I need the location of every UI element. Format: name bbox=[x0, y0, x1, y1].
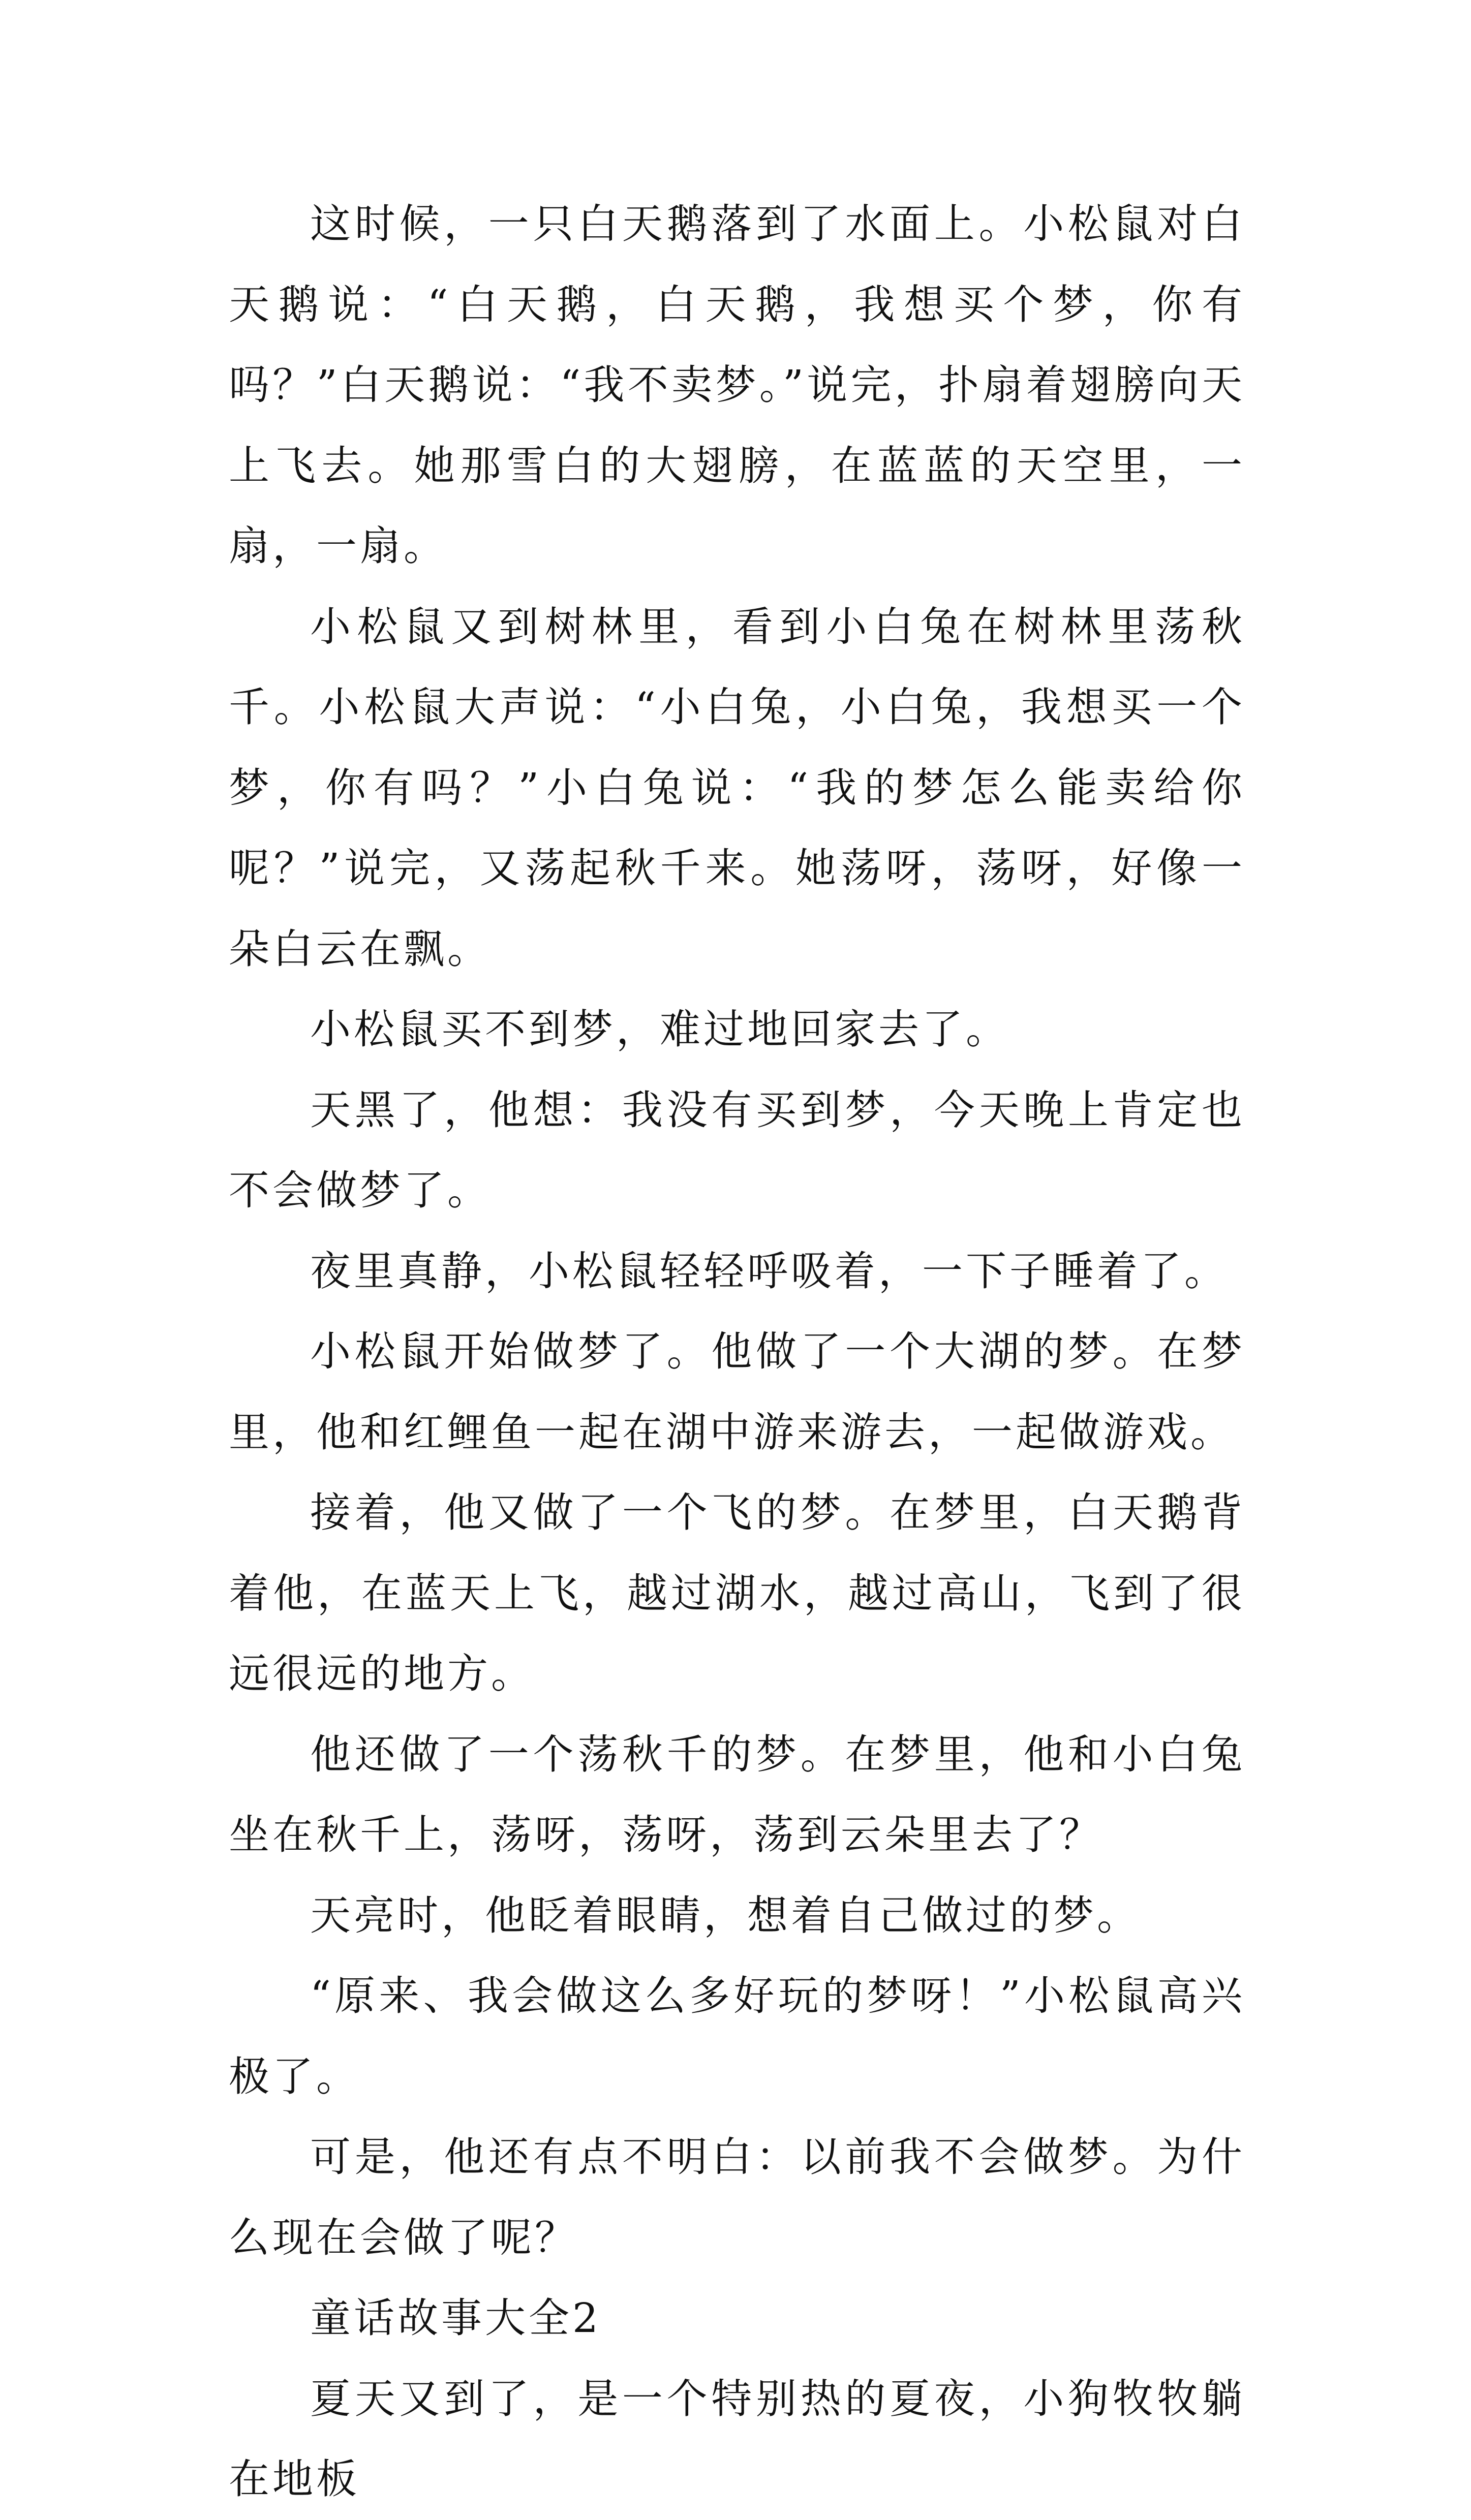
paragraph-question: 可是，他还有点不明白：以前我不会做梦。为什么现在会做了呢？ bbox=[229, 2133, 1245, 2261]
paragraph-dawn: 天亮时，他眨着眼睛，想着自己做过的梦。 bbox=[310, 1891, 1141, 1939]
paragraph-sleep: 夜里真静，小松鼠轻轻呼吸着，一下子睡着了。 bbox=[310, 1247, 1228, 1295]
paragraph-lake-dream: 小松鼠开始做梦了。他做了一个大湖的梦。在梦里，他和红鲤鱼一起在湖中游来游去，一起做游戏。 bbox=[229, 1328, 1245, 1456]
paragraph-fly-dream: 接着，他又做了一个飞的梦。在梦里，白天鹅背着他，在蓝天上飞，越过湖水，越过高山，飞到了很远很远的地方。 bbox=[229, 1489, 1245, 1697]
paragraph-go-home: 小松鼠买不到梦，难过地回家去了。 bbox=[310, 1006, 1009, 1053]
story-text bbox=[229, 184, 1245, 2520]
paragraph-happy: “原来、我会做这么多好玩的梦呀！”小松鼠高兴极了。 bbox=[229, 1972, 1245, 2100]
paragraph-night: 天黑了，他想：我没有买到梦，今天晚上肯定也不会做梦了。 bbox=[229, 1086, 1245, 1214]
section-heading: 童话故事大全2 bbox=[310, 2294, 601, 2342]
paragraph-summer: 夏天又到了，是一个特别热的夏夜，小狗牧牧躺在地板 bbox=[229, 2375, 1245, 2503]
paragraph-rabbit: 小松鼠又到树林里，看到小白兔在树林里荡秋千。小松鼠大声说：“小白兔，小白兔，我想买一个梦，你有吗？”小白兔说：“我的梦怎么能卖给你呢？”说完，又荡起秋千来。她荡呀，荡呀，好像一朵白云在飘。 bbox=[229, 603, 1245, 973]
paragraph-swan: 这时候，一只白天鹅落到了水面上。小松鼠对白天鹅说：“白天鹅，白天鹅，我想买个梦，你有吗？”白天鹅说：“我不卖梦。”说完，扑扇着翅膀向天上飞去。她那雪白的大翅膀，在蓝蓝的天空里，一扇，一扇。 bbox=[229, 200, 1245, 570]
paragraph-swing-dream: 他还做了一个荡秋千的梦。在梦里，他和小白兔坐在秋千上，荡呀，荡呀，荡到云朵里去了？ bbox=[229, 1730, 1245, 1858]
